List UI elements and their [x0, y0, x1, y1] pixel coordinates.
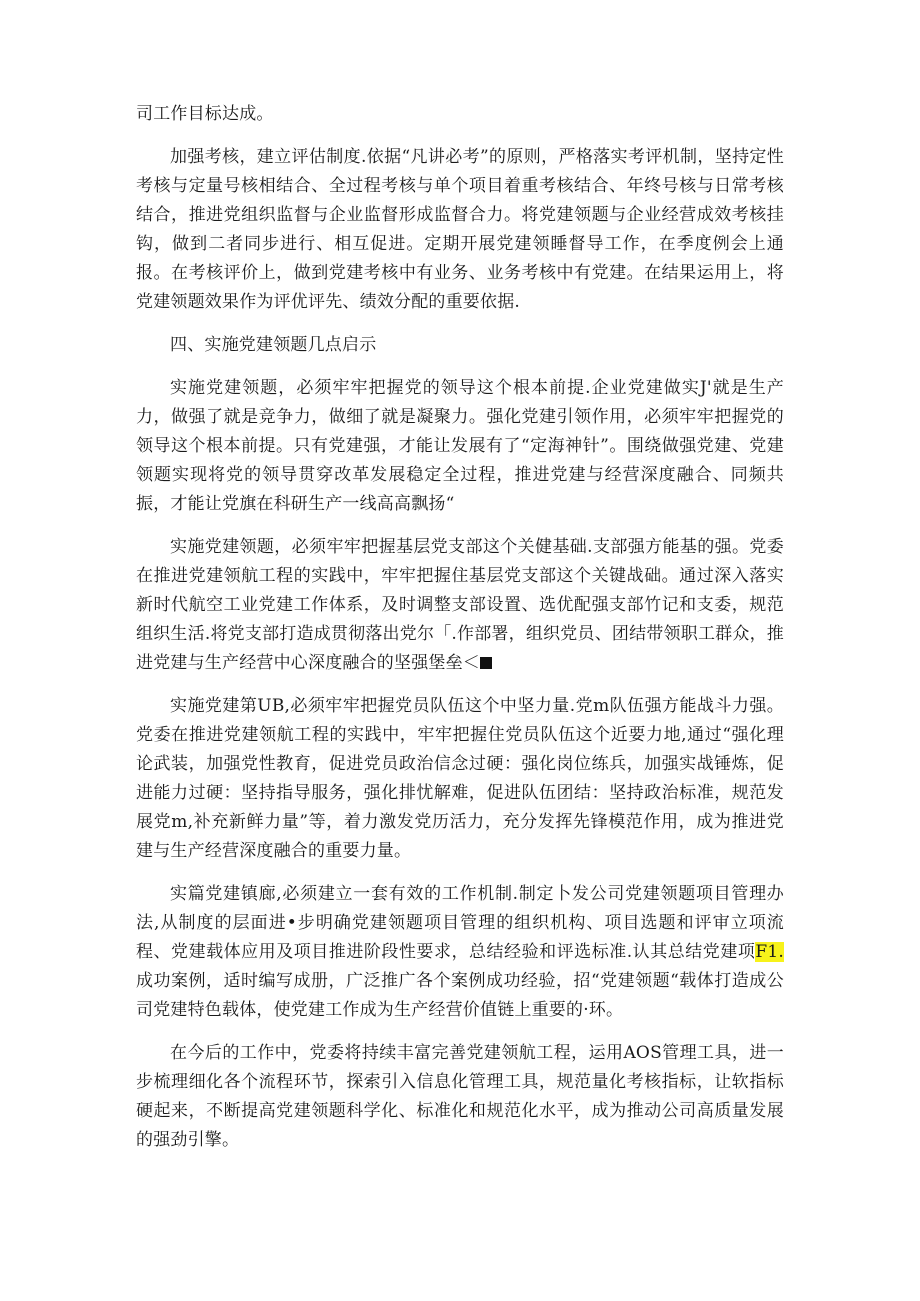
paragraph-work-mechanism: [136, 880, 784, 1025]
paragraph-party-branch: [136, 533, 784, 678]
heading-text: 四、实施党建领题几点启示: [170, 335, 377, 355]
highlighted-text: F1.: [755, 942, 784, 962]
text-segment: 在今后的工作中，党委将持续丰富完善党建领航工程，运用AOS管理工具，进一步梳理细化各个流程环节，探索引入信息化管理工具，规范量化考核指标，让软指标硬起来，不断提高党建领题科学化、标准化和规范化水平，成为推动公司高质量发展的强劲引擎。: [136, 1043, 784, 1150]
text-segment: 实施党建第UB,必须牢牢把握党员队伍这个中坚力量.党m队伍强方能战斗力强。党委在推进党建领航工程的实践中，牢牢把握住党员队伍这个近要力地,通过“强化理论武装，加强党性教育，促进党员政治信念过硬：强化岗位练兵，加强实战锤炼，促进能力过硬：坚持指导服务，强化排忧解难，促进队伍团结：坚持政治标准，规范发展党m,补充新鲜力量”等，着力激发党历活力，充分发挥先锋模范作用，成为推进党建与生产经营深度融合的重要力量。: [136, 696, 784, 861]
text-segment: 司工作目标达成。: [136, 104, 274, 124]
text-segment: 实施党建领题，必须牢牢把握基层党支部这个关健基础.支部强方能基的强。党委在推进党建领航工程的实践中，牢牢把握住基层党支部这个关键战础。通过深入落实新时代航空工业党建工作体系，及时调整支部设置、选优配强支部竹记和支委，规范组织生活.将党支部打造成贯彻落出党尔「.作部署，组织党员、团结带领职工群众，推进党建与生产经营中心深度融合的坚强堡垒＜: [136, 537, 784, 673]
text-segment: 成功案例，适时编写成册，广泛推广各个案例成功经验，招“党建领题“载体打造成公司党建特色载体，使党建工作成为生产经营价值链上重要的·环。: [136, 971, 784, 1020]
text-segment: 实施党建领题，必须牢牢把握党的领导这个根本前提.企业党建做实J'就是生产力，做强了就是竞争力，做细了就是凝聚力。强化党建引领作用，必须牢牢把握党的领导这个根本前提。只有党建强，才能让发展有了“定海神针”。围绕做强党建、党建领题实现将党的领导贯穿改革发展稳定全过程，推进党建与经营深度融合、同频共振，才能让党旗在科研生产一线高高飘扬“: [136, 378, 784, 514]
text-segment: 加强考核，建立评估制度.依据“凡讲必考”的原则，严格落实考评机制，坚持定性考核与定量号核相结合、全过程考核与单个项目着重考核结合、年终号核与日常考核结合，推进党组织监督与企业监督形成监督合力。将党建领题与企业经营成效考核挂钩，做到二者同步进行、相互促进。定期开展党建领睡督导工作，在季度例会上通报。在考核评价上，做到党建考核中有业务、业务考核中有党建。在结果运用上，将党建领题效果作为评优评先、绩效分配的重要依据.: [136, 147, 784, 312]
black-square-glyph: [480, 657, 492, 669]
paragraph-0: [136, 100, 784, 129]
paragraph-future-work: [136, 1039, 784, 1155]
document-page: [136, 100, 784, 1169]
paragraph-assessment: [136, 143, 784, 317]
text-segment: 实篇党建镇廊,必须建立一套有效的工作机制.制定卜发公司党建领题项目管理办法,从制度的层面进•步明确党建领题项目管理的组织机构、项目选题和评审立项流程、党建载体应用及项目推进阶段性要求，总结经验和评选标准.认其总结党建项: [136, 884, 784, 962]
paragraph-party-leadership: [136, 374, 784, 519]
paragraph-party-members: [136, 692, 784, 866]
section-heading-4: [136, 331, 784, 360]
